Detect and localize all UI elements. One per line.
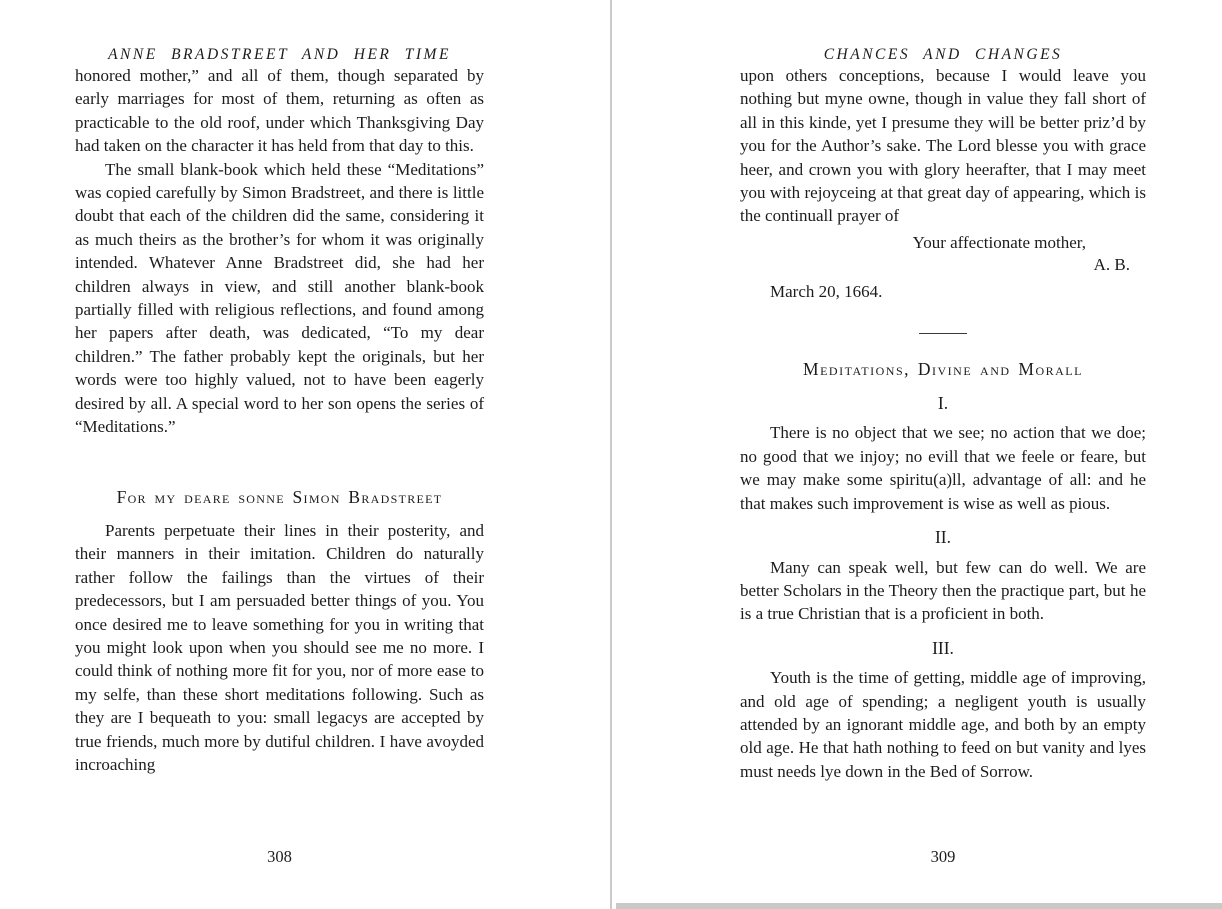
page-number-right: 309	[930, 847, 956, 866]
paragraph-conceptions: upon others conceptions, because I would leave you nothing but myne owne, though in value they fall short of all in this kinde, yet I presume they will be better priz’d by you for the Author’s sake. The Lord blesse you with grace heer, and crown you with glory heerafter, that I may meet you with rejoyceing at that great day of appearing, which is the continuall prayer of	[740, 66, 1146, 226]
right-page-body	[740, 64, 1146, 783]
meditation-text-2: Many can speak well, but few can do well. We are better Scholars in the Theory then the practique part, but he is a true Christian that is a proficient in both.	[740, 557, 1146, 624]
page-right	[611, 0, 1222, 909]
paragraph-blank-book: The small blank-book which held these “Meditations” was copied carefully by Simon Bradstreet, and there is little doubt that each of the children did the same, considering it as much theirs as the brother’s for whom it was originally intended. Whatever Anne Bradstreet did, she had her children always in view, and still another blank-book partially filled with religious reflections, and found among her papers after death, was dedicated, “To my dear children.” The father probably kept the originals, but her words were too highly valued, not to have been eagerly desired by all. A special word to her son opens the series of “Meditations.”	[75, 159, 484, 437]
date-line: March 20, 1664.	[770, 282, 883, 302]
meditation-numeral-3: III.	[932, 637, 954, 658]
left-page-body	[75, 64, 484, 776]
section-divider-rule	[919, 333, 967, 334]
running-head-right: CHANCES AND CHANGES	[823, 46, 1063, 63]
meditation-numeral-2: II.	[934, 527, 952, 548]
page-number-left: 308	[267, 847, 292, 866]
paragraph-parents: Parents perpetuate their lines in their posterity, and their manners in their imitation. Children do naturally rather follow the failings than the virtues of their predecessors, but I am persuaded better things of you. You once desired me to leave something for you in writing that you might look upon when you should see me no more. I could think of nothing more fit for you, nor of more ease to my selfe, than these short meditations following. Such as they are I bequeath to you: small legacys are accepted by true friends, much more by dutiful children. I have avoyded incroaching	[75, 520, 484, 774]
meditation-text-3: Youth is the time of getting, middle age of improving, and old age of spending; a negligent youth is usually attended by an ignorant middle age, and both by an empty old age. He that hath nothing to feed on but vanity and lyes must needs lye down in the Bed of Sorrow.	[740, 668, 1146, 781]
page-divider	[610, 0, 612, 909]
signature-line: Your affectionate mother,	[912, 232, 1086, 252]
signature-initials: A. B.	[1093, 255, 1130, 275]
horizontal-scrollbar[interactable]	[616, 903, 1222, 909]
meditation-text-1: There is no object that we see; no action that we doe; no good that we injoy; no evill that we feele or feare, but we may make some spiritu(a)ll, advantage of all: and he that makes such improvement is wise as well as pious.	[740, 423, 1146, 513]
meditation-numeral-1: I.	[937, 393, 949, 414]
paragraph-continuation: honored mother,” and all of them, though separated by early marriages for most of them, returning as often as practicable to the old roof, under which Thanksgiving Day had taken on the character it has held from that day to this.	[75, 66, 484, 156]
dedication-heading: For my deare sonne Simon Bradstreet	[116, 486, 443, 507]
meditations-heading: Meditations, Divine and Morall	[803, 358, 1083, 379]
running-head-left: ANNE BRADSTREET AND HER TIME	[108, 46, 451, 63]
